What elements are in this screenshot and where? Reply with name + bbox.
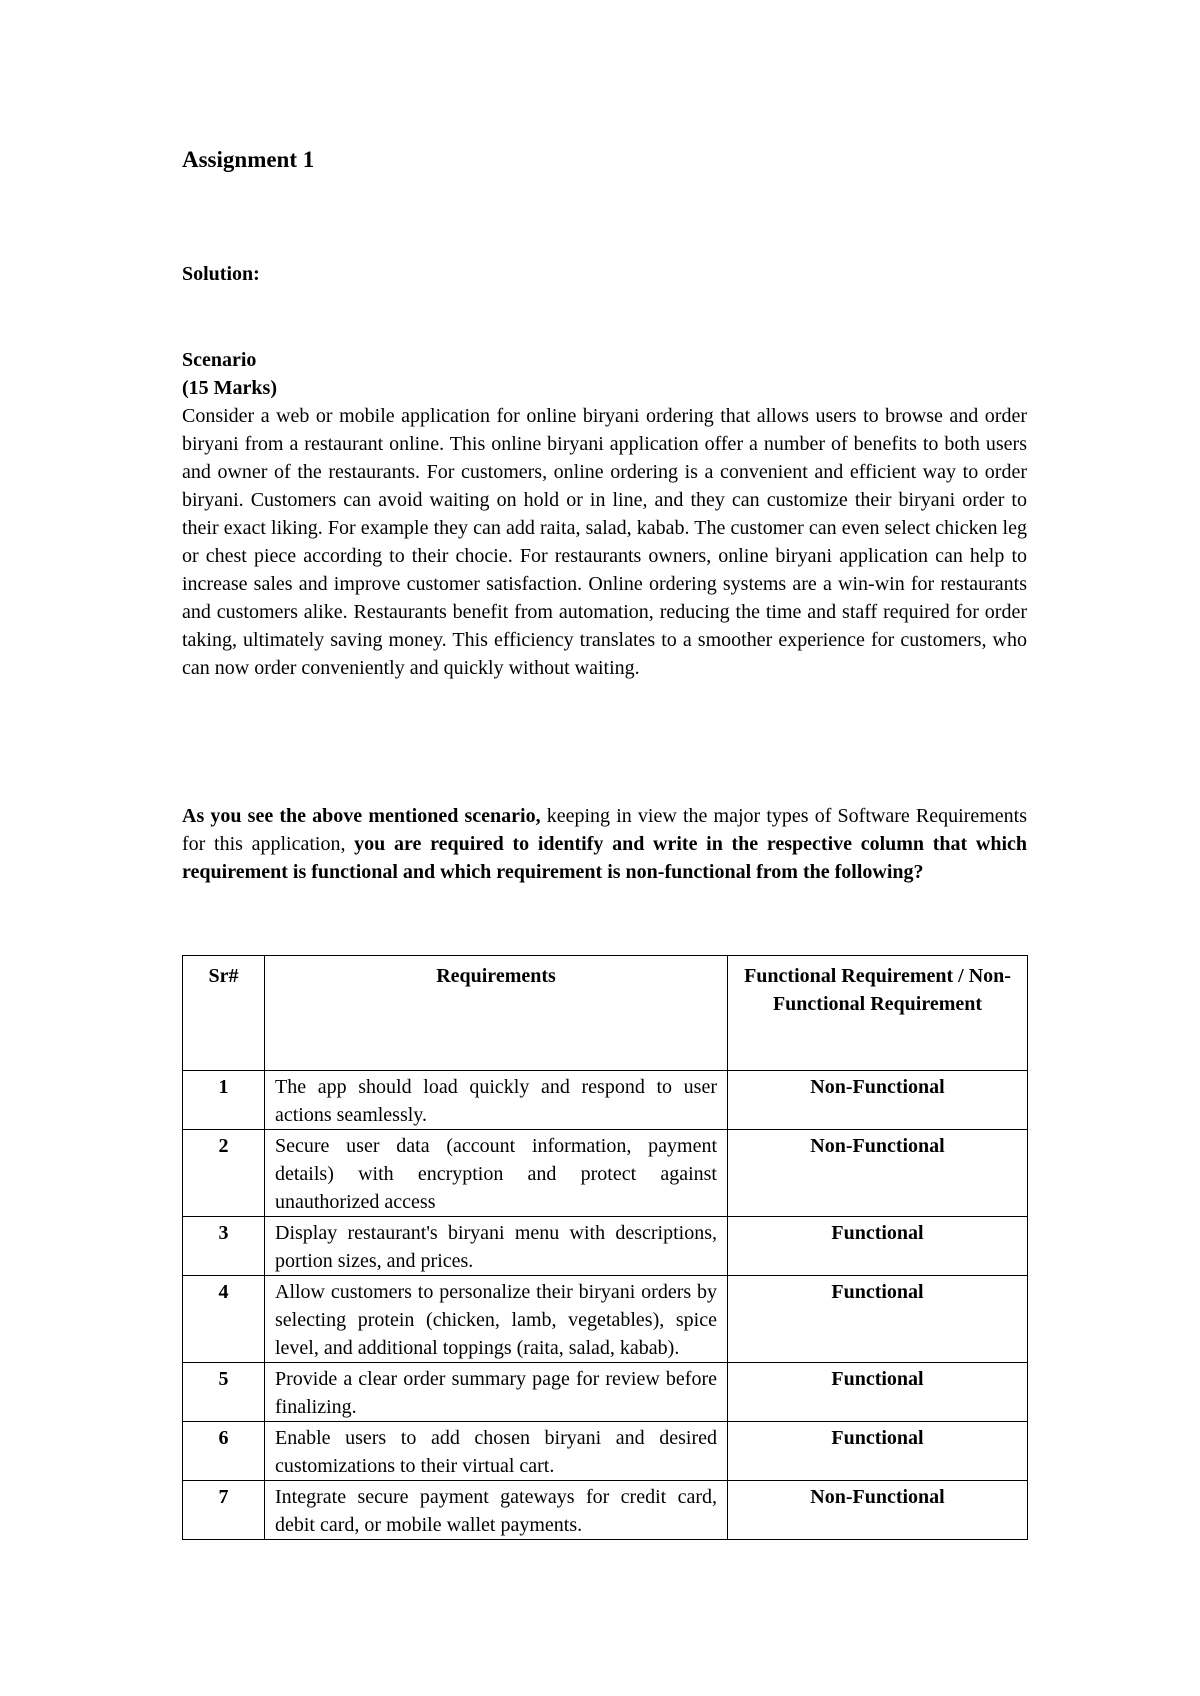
row-requirement: Integrate secure payment gateways for credit card, debit card, or mobile wallet payments.	[265, 1481, 728, 1540]
scenario-heading: Scenario	[182, 349, 257, 371]
scenario-marks: (15 Marks)	[182, 377, 277, 399]
row-type: Functional	[728, 1217, 1028, 1276]
table-row	[183, 1217, 1028, 1276]
row-type: Functional	[728, 1276, 1028, 1363]
solution-label: Solution:	[182, 263, 260, 285]
row-type: Functional	[728, 1422, 1028, 1481]
row-type: Functional	[728, 1363, 1028, 1422]
row-sr: 5	[183, 1363, 265, 1422]
row-sr: 7	[183, 1481, 265, 1540]
row-type: Non-Functional	[728, 1071, 1028, 1130]
table-row	[183, 1363, 1028, 1422]
row-requirement: The app should load quickly and respond to user actions seamlessly.	[265, 1071, 728, 1130]
row-requirement: Display restaurant's biryani menu with descriptions, portion sizes, and prices.	[265, 1217, 728, 1276]
table-row	[183, 1276, 1028, 1363]
table-row	[183, 1422, 1028, 1481]
question-paragraph	[182, 802, 1027, 886]
scenario-section	[182, 346, 1027, 682]
requirements-table	[182, 955, 1028, 1540]
table-row	[183, 1130, 1028, 1217]
header-type: Functional Requirement / Non-Functional Requirement	[728, 956, 1028, 1071]
question-intro-bold: As you see the above mentioned scenario,	[182, 805, 541, 827]
table-row	[183, 1481, 1028, 1540]
question-instruction-bold: you are required to identify and write in the respective column that which requirement is functional and which requirement is non-functional from the following?	[182, 833, 1028, 883]
question-middle: keeping in view the major types of Software Requirements for this application,	[182, 805, 1027, 855]
row-requirement: Enable users to add chosen biryani and desired customizations to their virtual cart.	[265, 1422, 728, 1481]
row-requirement: Provide a clear order summary page for review before finalizing.	[265, 1363, 728, 1422]
row-requirement: Allow customers to personalize their biryani orders by selecting protein (chicken, lamb, vegetables), spice level, and additional toppings (raita, salad, kabab).	[265, 1276, 728, 1363]
row-requirement: Secure user data (account information, payment details) with encryption and protect against unauthorized access	[265, 1130, 728, 1217]
row-sr: 1	[183, 1071, 265, 1130]
row-type: Non-Functional	[728, 1481, 1028, 1540]
table-header-row	[183, 956, 1028, 1071]
row-sr: 6	[183, 1422, 265, 1481]
row-sr: 3	[183, 1217, 265, 1276]
document-title: Assignment 1	[182, 147, 315, 172]
header-sr: Sr#	[183, 956, 265, 1071]
header-requirements: Requirements	[265, 956, 728, 1071]
scenario-paragraph: Consider a web or mobile application for online biryani ordering that allows users to browse and order biryani from a restaurant online. This online biryani application offer a number of benefits to both users and owner of the restaurants. For customers, online ordering is a convenient and efficient way to order biryani. Customers can avoid waiting on hold or in line, and they can customize their biryani order to their exact liking. For example they can add raita, salad, kabab. The customer can even select chicken leg or chest piece according to their chocie. For restaurants owners, online biryani application can help to increase sales and improve customer satisfaction. Online ordering systems are a win-win for restaurants and customers alike. Restaurants benefit from automation, reducing the time and staff required for order taking, ultimately saving money. This efficiency translates to a smoother experience for customers, who can now order conveniently and quickly without waiting.	[182, 405, 1027, 679]
row-type: Non-Functional	[728, 1130, 1028, 1217]
row-sr: 4	[183, 1276, 265, 1363]
row-sr: 2	[183, 1130, 265, 1217]
table-row	[183, 1071, 1028, 1130]
